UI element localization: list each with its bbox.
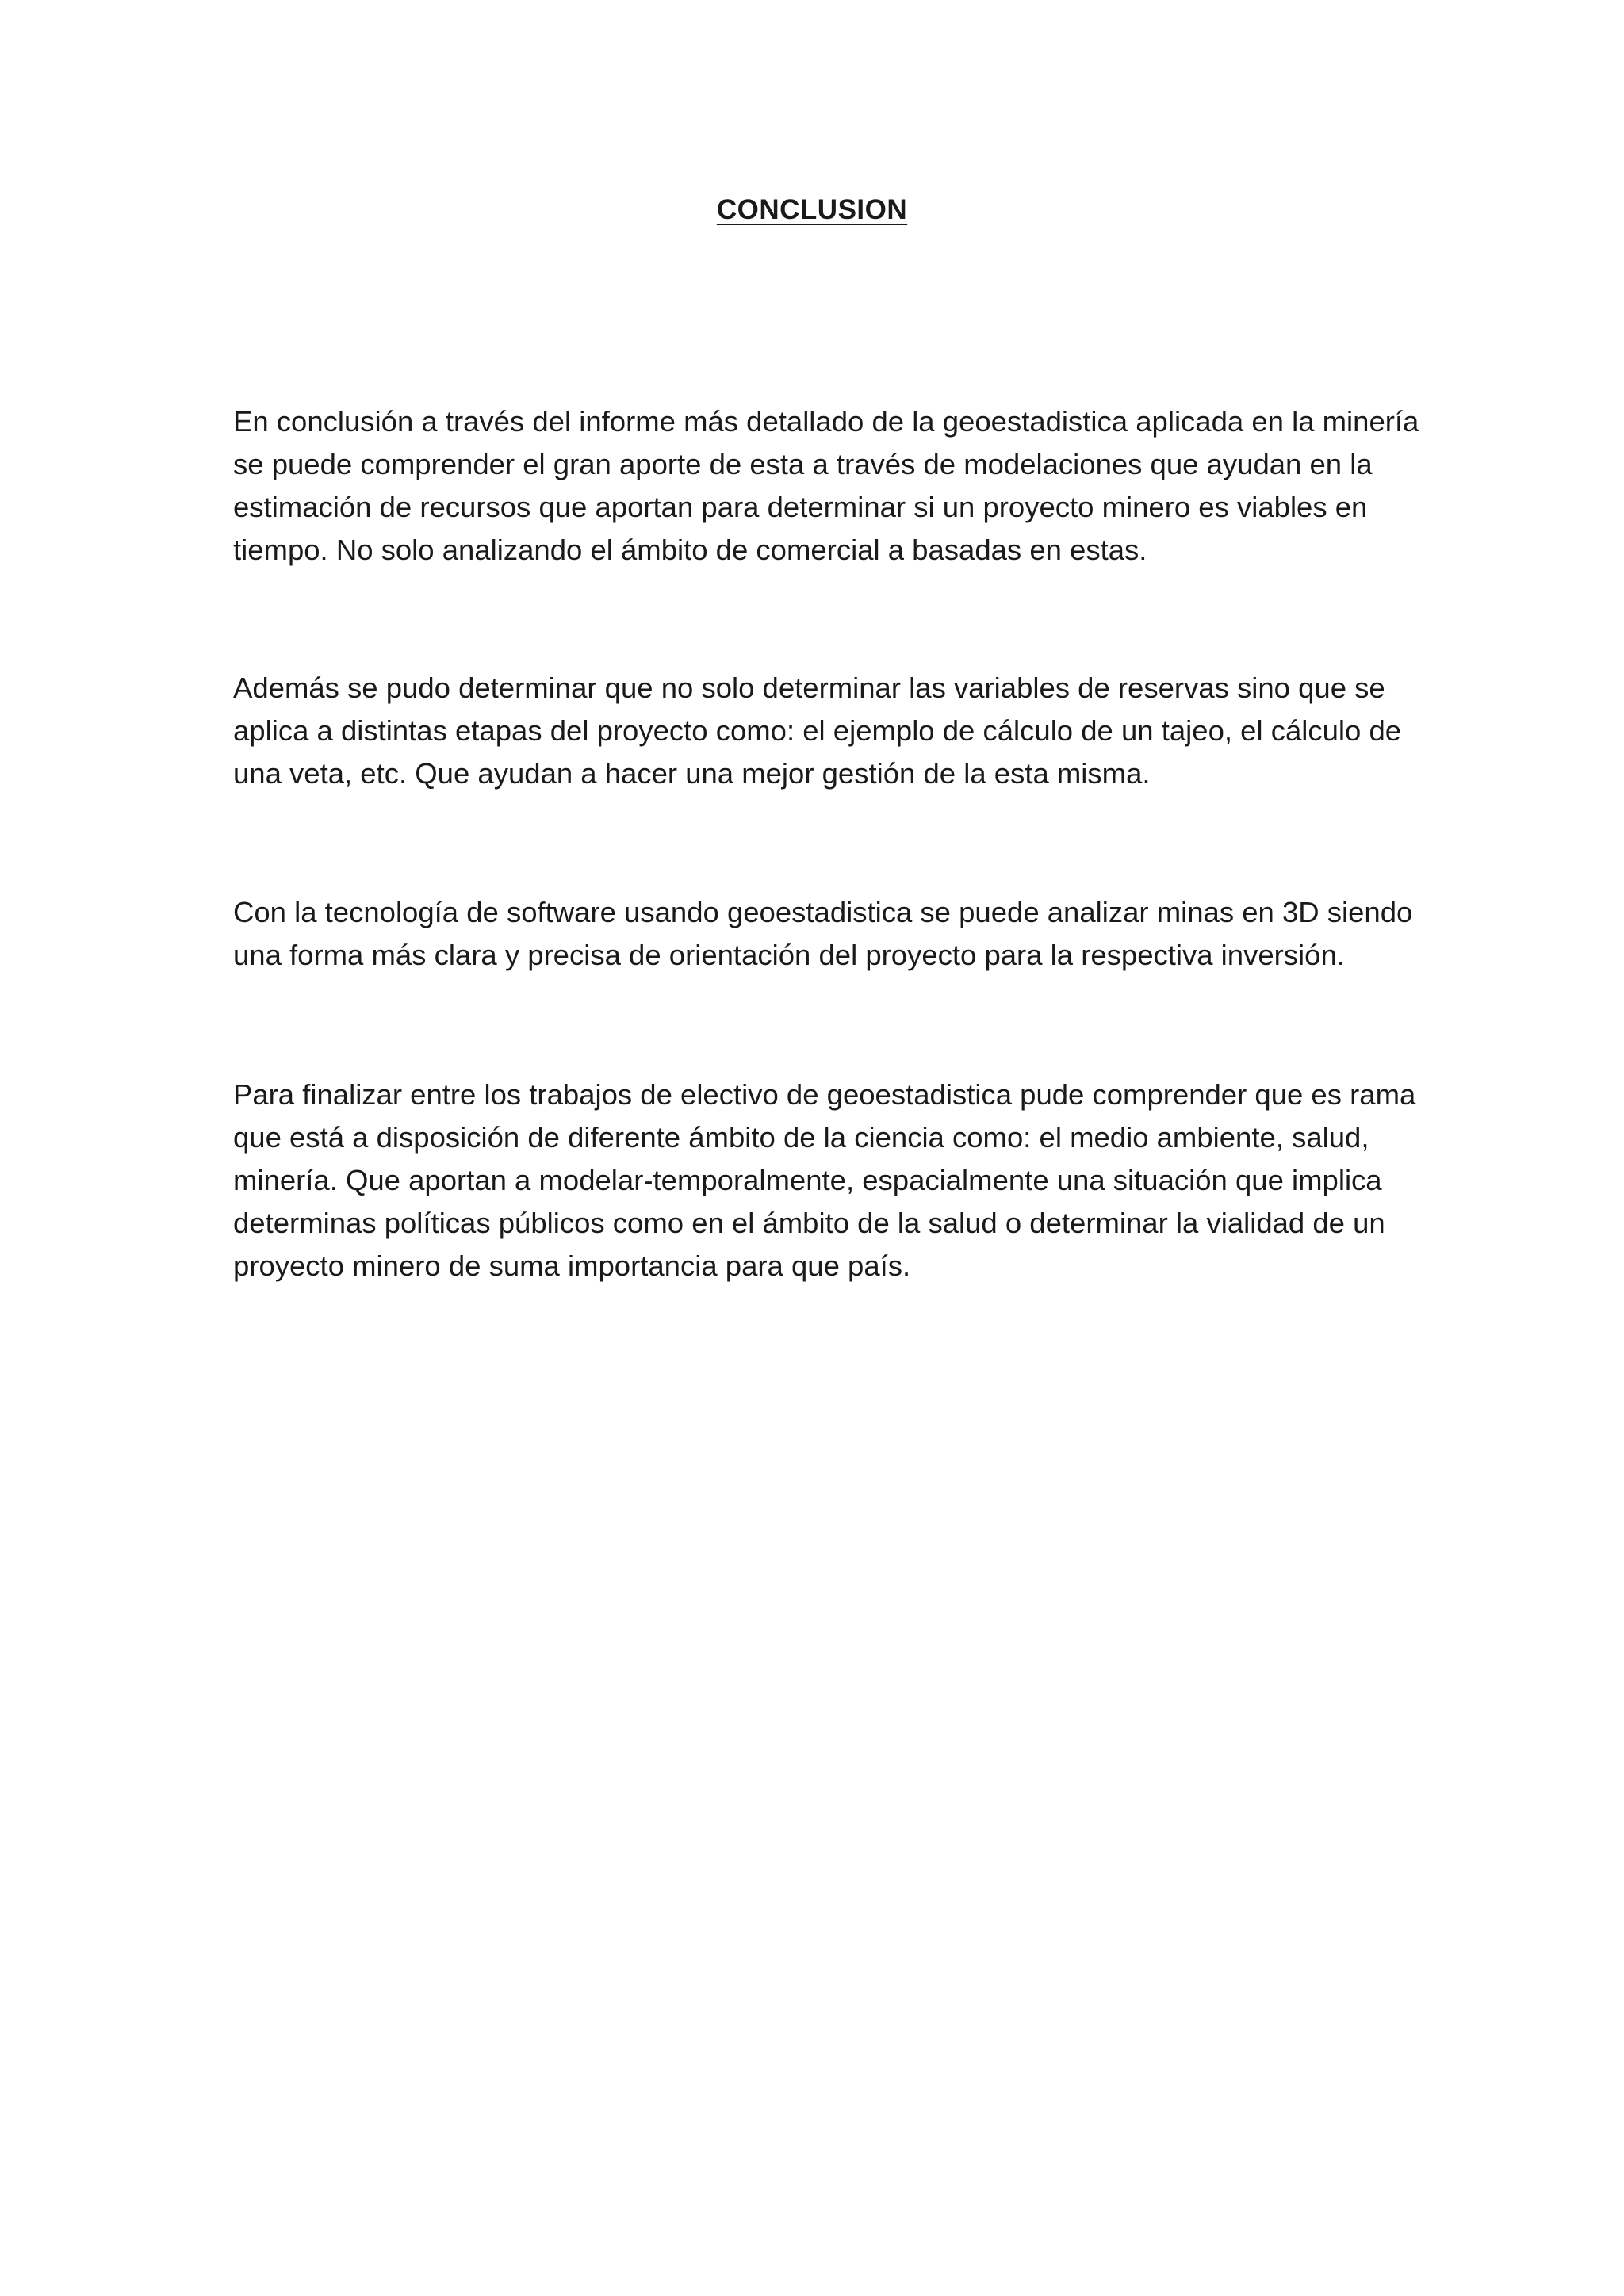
paragraph-2: Además se pudo determinar que no solo determinar las variables de reservas sino que se aplica a distintas etapas del proyecto como: el ejemplo de cálculo de un tajeo, el cálculo de una veta, etc. Que ayudan a hacer una mejor gestión de la esta misma. <box>233 672 1402 790</box>
paragraph-3: Con la tecnología de software usando geoestadistica se puede analizar minas en 3D siendo una forma más clara y precisa de orientación del proyecto para la respectiva inversión. <box>233 896 1413 971</box>
paragraph-1: En conclusión a través del informe más detallado de la geoestadistica aplicada en la minería se puede comprender el gran aporte de esta a través de modelaciones que ayudan en la estimación de recursos que aportan para determinar si un proyecto minero es viables en tiempo. No solo analizando el ámbito de comercial a basadas en estas. <box>233 405 1419 566</box>
page-title: CONCLUSION <box>716 194 908 225</box>
paragraph-4: Para finalizar entre los trabajos de electivo de geoestadistica pude comprender que es rama que está a disposición de diferente ámbito de la ciencia como: el medio ambiente, salud, minería. Que aportan a modelar-temporalmente, espacialmente una situación que implica determinas políticas públicos como en el ámbito de la salud o determinar la vialidad de un proyecto minero de suma importancia para que país. <box>233 1078 1416 1282</box>
